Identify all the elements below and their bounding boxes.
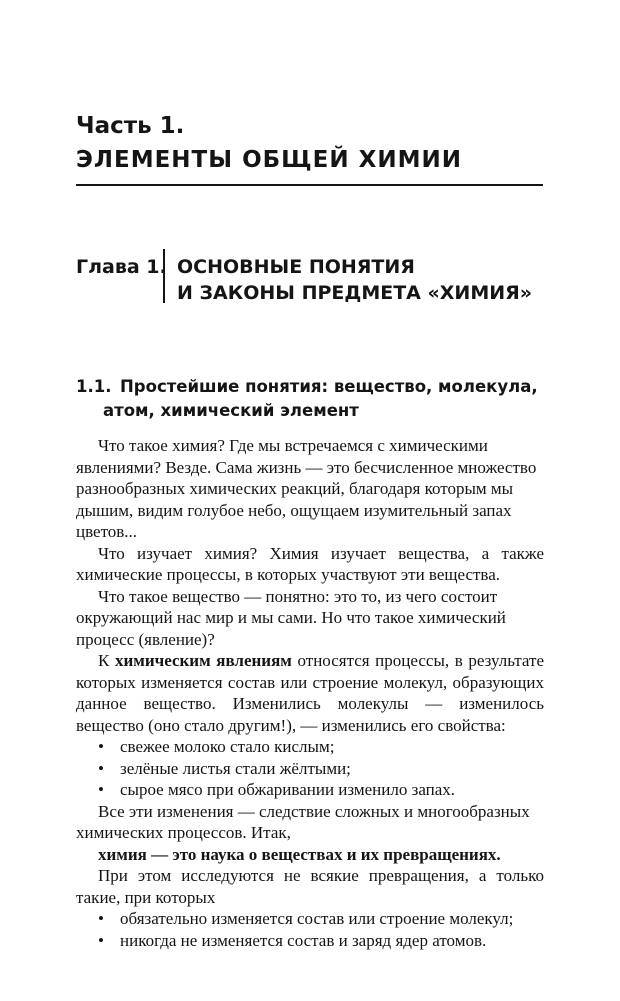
conditions-list: [76, 908, 544, 951]
list-item-text: обязательно изменяется состав или строение молекул;: [120, 909, 514, 928]
term-chemical-phenomena: химическим явлениям: [114, 651, 292, 670]
list-item: [98, 908, 544, 930]
part-title-rule: [76, 184, 543, 186]
paragraph-all-changes: Все эти изменения — следствие сложных и многообразных химических процессов. Итак,: [76, 801, 530, 842]
bullet-icon: •: [98, 758, 104, 778]
definition-chemistry: химия — это наука о веществах и их превращениях.: [98, 844, 501, 864]
list-item: [98, 930, 544, 952]
bullet-icon: •: [98, 737, 104, 756]
bullet-icon: •: [98, 930, 104, 950]
section-number: 1.1.: [76, 377, 112, 396]
paragraph-what-is-chemistry: Что такое химия? Где мы встречаемся с химическими явлениями? Везде. Сама жизнь — это бесчисленное множество разнообразных химических реакций, благодаря которым мы дышим, видим голубое небо, ощущаем изумительный запах цветов...: [76, 436, 537, 541]
list-item-text: никогда не изменяется состав и заряд ядер атомов.: [120, 930, 487, 950]
list-item-text: сырое мясо при обжаривании изменило запах.: [120, 780, 456, 799]
list-item-text: свежее молоко стало кислым;: [120, 737, 335, 756]
paragraph-chemical-phenomena: [76, 650, 544, 736]
body-text: [76, 435, 544, 951]
examples-list: [76, 736, 544, 801]
chapter-title-line-2: И ЗАКОНЫ ПРЕДМЕТА «ХИМИЯ»: [177, 282, 533, 304]
section-title-line-1: Простейшие понятия: вещество, молекула,: [120, 377, 538, 396]
part-label: Часть 1.: [76, 113, 185, 139]
chapter-title: [177, 254, 532, 306]
list-item: [98, 758, 544, 780]
paragraph-what-chemistry-studies: Что изучает химия? Химия изучает вещества, а также химические процессы, в которых участвуют эти вещества.: [76, 543, 544, 584]
chapter-label: Глава 1.: [76, 256, 167, 278]
bullet-icon: •: [98, 780, 104, 799]
bullet-icon: •: [98, 909, 104, 928]
chapter-divider: [163, 249, 165, 303]
paragraph-what-is-substance: Что такое вещество — понятно: это то, из чего состоит окружающий нас мир и мы сами. Но что такое химический процесс (явление)?: [76, 586, 506, 649]
p4-prefix: К: [98, 651, 115, 670]
section-title-line-2: атом, химический элемент: [103, 401, 359, 420]
p4-rest: относятся процессы, в результате которых изменяется состав или строение молекул, образующих данное вещество. Изменились молекулы — изменилось вещество (оно стало другим!), — изменились его свойства:: [76, 651, 545, 735]
section-heading: [76, 375, 543, 423]
chapter-title-line-1: ОСНОВНЫЕ ПОНЯТИЯ: [177, 256, 415, 278]
list-item: [98, 779, 544, 801]
paragraph-transformations: При этом исследуются не всякие превращения, а только такие, при которых: [76, 866, 544, 907]
list-item-text: зелёные листья стали жёлтыми;: [120, 758, 351, 778]
part-title: ЭЛЕМЕНТЫ ОБЩЕЙ ХИМИИ: [76, 147, 462, 173]
list-item: [98, 736, 544, 758]
